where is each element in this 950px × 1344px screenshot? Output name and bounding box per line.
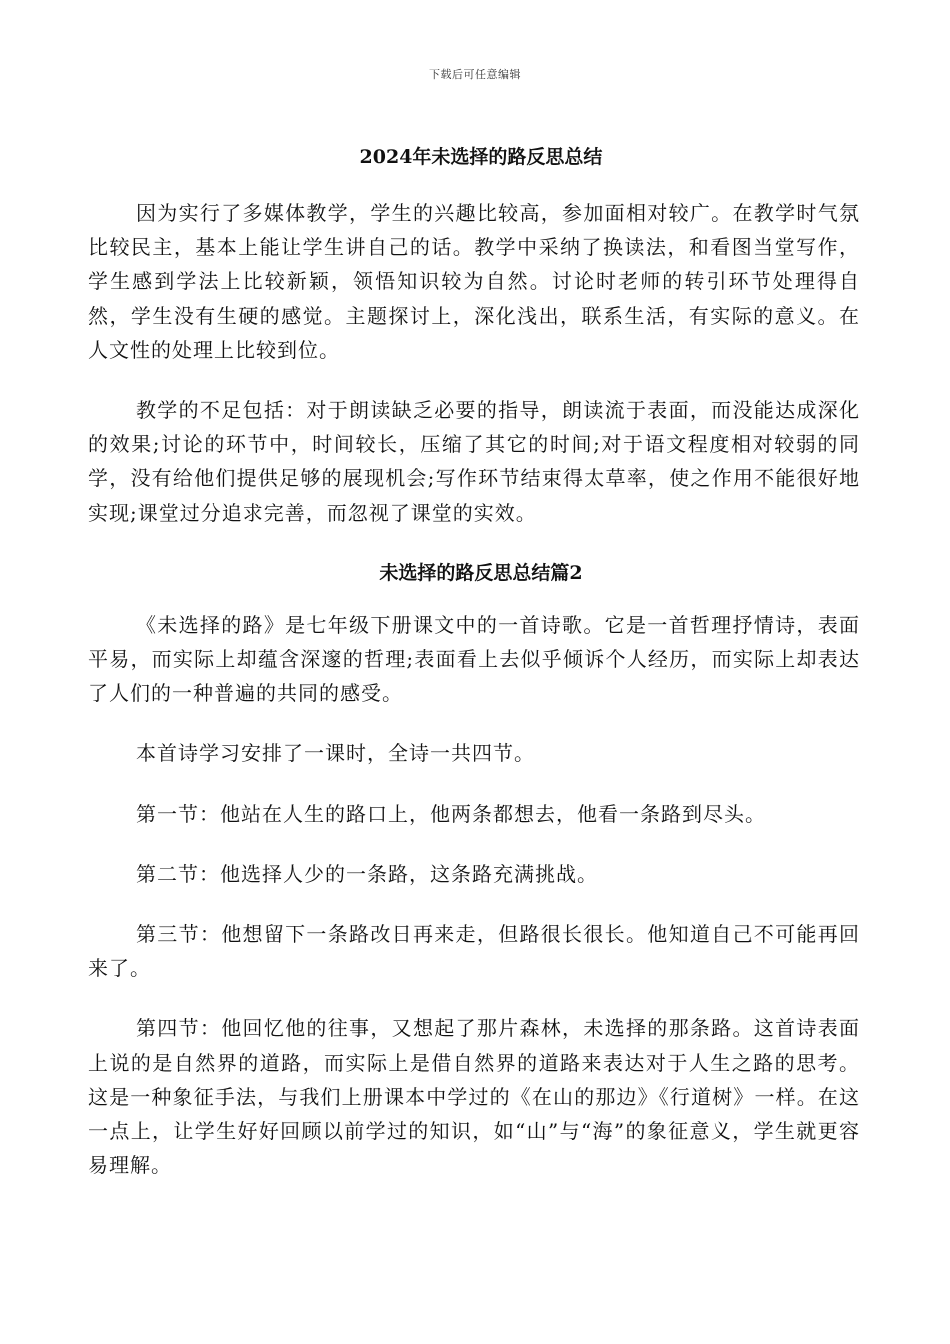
header-note: 下载后可任意编辑 <box>429 68 521 81</box>
section2-paragraph-5: 第三节：他想留下一条路改日再来走，但路很长很长。他知道自己不可能再回来了。 <box>88 922 860 981</box>
document-title: 2024年未选择的路反思总结 <box>359 146 603 168</box>
section1-paragraph-2: 教学的不足包括：对于朗读缺乏必要的指导，朗读流于表面，而没能达成深化的效果;讨论的环节中，时间较长，压缩了其它的时间;对于语文程度相对较弱的同学，没有给他们提供足够的展现机会;写作环节结束得太草率，使之作用不能很好地实现;课堂过分追求完善，而忽视了课堂的实效。 <box>88 398 860 525</box>
document-body <box>88 140 860 1182</box>
section2-paragraph-2: 本首诗学习安排了一课时，全诗一共四节。 <box>136 741 535 766</box>
section1-paragraph-1: 因为实行了多媒体教学，学生的兴趣比较高，参加面相对较广。在教学时气氛比较民主，基本上能让学生讲自己的话。教学中采纳了换读法，和看图当堂写作，学生感到学法上比较新颖，领悟知识较为自然。讨论时老师的转引环节处理得自然，学生没有生硬的感觉。主题探讨上，深化浅出，联系生活，有实际的意义。在人文性的处理上比较到位。 <box>88 201 860 362</box>
section2-paragraph-6: 第四节：他回忆他的往事，又想起了那片森林，未选择的那条路。这首诗表面上说的是自然界的道路，而实际上是借自然界的道路来表达对于人生之路的思考。这是一种象征手法，与我们上册课本中学过的《在山的那边》《行道树》一样。在这一点上，让学生好好回顾以前学过的知识，如“山”与“海”的象征意义，学生就更容易理解。 <box>88 1016 860 1178</box>
section2-title: 未选择的路反思总结篇2 <box>379 561 583 584</box>
section2-paragraph-4: 第二节：他选择人少的一条路，这条路充满挑战。 <box>136 861 598 886</box>
section2-paragraph-3: 第一节：他站在人生的路口上，他两条都想去，他看一条路到尽头。 <box>136 801 766 826</box>
section2-paragraph-1: 《未选择的路》是七年级下册课文中的一首诗歌。它是一首哲理抒情诗，表面平易，而实际上却蕴含深邃的哲理;表面看上去似乎倾诉个人经历，而实际上却表达了人们的一种普遍的共同的感受。 <box>88 612 860 706</box>
